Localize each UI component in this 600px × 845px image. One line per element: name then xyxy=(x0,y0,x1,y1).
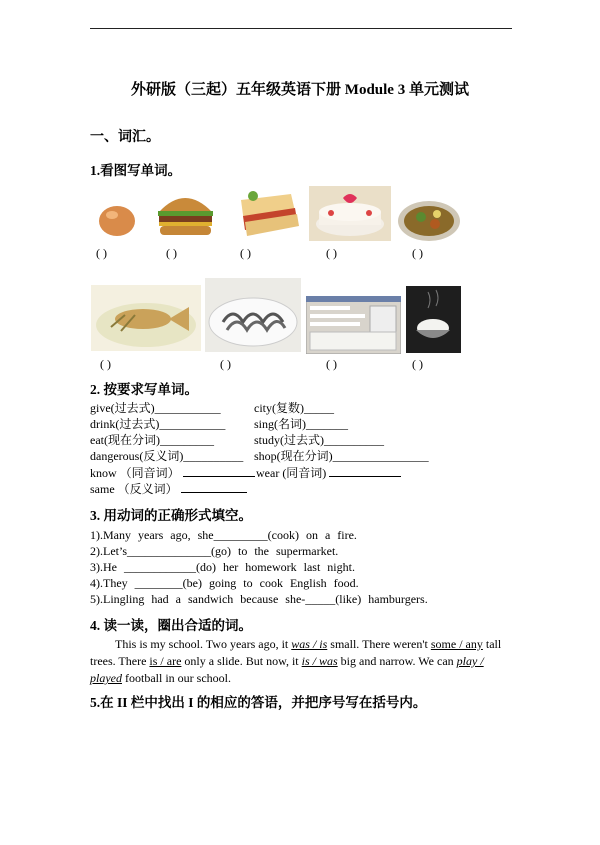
passage-text: big and narrow. We can xyxy=(337,654,457,668)
soup-image xyxy=(397,200,461,242)
q2-label: same （反义词） xyxy=(90,482,178,496)
answer-paren-9[interactable]: ( ) xyxy=(412,357,423,371)
q2-item xyxy=(90,481,247,498)
answer-blank[interactable] xyxy=(181,481,247,493)
answer-blank[interactable] xyxy=(329,465,401,477)
q2-item: drink(过去式)___________ xyxy=(90,417,226,431)
answer-paren-8[interactable]: ( ) xyxy=(326,357,337,371)
answer-paren-4[interactable]: ( ) xyxy=(326,246,337,260)
noodles-image xyxy=(205,278,301,352)
q1-heading: 1.看图写单词。 xyxy=(90,163,182,178)
passage-text: tall trees. There xyxy=(90,637,502,668)
answer-paren-1[interactable]: ( ) xyxy=(96,246,107,260)
answer-paren-2[interactable]: ( ) xyxy=(166,246,177,260)
hamburger-image xyxy=(153,188,218,240)
q2-label: know （同音词） xyxy=(90,466,180,480)
choice-option[interactable]: was / is xyxy=(291,637,328,651)
q2-item xyxy=(90,465,255,482)
passage-text: only a slide. But now, it xyxy=(181,654,302,668)
answer-paren-5[interactable]: ( ) xyxy=(412,246,423,260)
sandwich-image xyxy=(233,186,303,242)
header-rule xyxy=(90,28,512,29)
answer-blank[interactable] xyxy=(183,465,255,477)
q5-heading: 5.在 II 栏中找出 I 的相应的答语，并把序号写在括号内。 xyxy=(90,695,427,710)
passage-text: football in our school. xyxy=(122,671,231,685)
q3-item: 5).Lingling had a sandwich because she-_____(like) hamburgers. xyxy=(90,592,428,606)
q2-item: eat(现在分词)_________ xyxy=(90,433,214,447)
choice-option[interactable]: is / are xyxy=(149,654,182,668)
computer-screen-image xyxy=(306,296,401,354)
q2-item: study(过去式)__________ xyxy=(254,433,384,447)
choice-option[interactable]: is / was xyxy=(301,654,338,668)
q3-item: 4).They ________(be) going to cook English food. xyxy=(90,576,359,590)
q2-item: give(过去式)___________ xyxy=(90,401,221,415)
q3-item: 2).Let’s______________(go) to the supermarket. xyxy=(90,544,339,558)
passage-text: This is my school. Two years ago, it xyxy=(115,637,292,651)
q4-passage xyxy=(90,636,515,687)
q2-label: wear (同音词) xyxy=(256,466,327,480)
q3-heading: 3. 用动词的正确形式填空。 xyxy=(90,508,252,523)
q3-item: 1).Many years ago, she_________(cook) on a fire. xyxy=(90,528,357,542)
passage-text: small. There weren't xyxy=(327,637,431,651)
q2-item: city(复数)_____ xyxy=(254,401,334,415)
section-heading: 一、词汇。 xyxy=(90,130,160,145)
fish-image xyxy=(91,285,201,351)
rice-image xyxy=(406,286,461,353)
cake-image xyxy=(309,186,391,241)
q2-item: dangerous(反义词)__________ xyxy=(90,449,244,463)
answer-paren-7[interactable]: ( ) xyxy=(220,357,231,371)
choice-option[interactable]: play / played xyxy=(90,654,484,685)
q2-heading: 2. 按要求写单词。 xyxy=(90,382,198,397)
page-title: 外研版（三起）五年级英语下册 Module 3 单元测试 xyxy=(131,82,469,98)
q2-item: sing(名词)_______ xyxy=(254,417,348,431)
q2-item: shop(现在分词)________________ xyxy=(254,449,429,463)
answer-paren-6[interactable]: ( ) xyxy=(100,357,111,371)
egg-image xyxy=(92,200,142,240)
q4-heading: 4. 读一读，圈出合适的词。 xyxy=(90,618,252,633)
answer-paren-3[interactable]: ( ) xyxy=(240,246,251,260)
q3-item: 3).He ____________(do) her homework last night. xyxy=(90,560,355,574)
choice-option[interactable]: some / any xyxy=(430,637,483,651)
q2-item xyxy=(256,465,401,482)
